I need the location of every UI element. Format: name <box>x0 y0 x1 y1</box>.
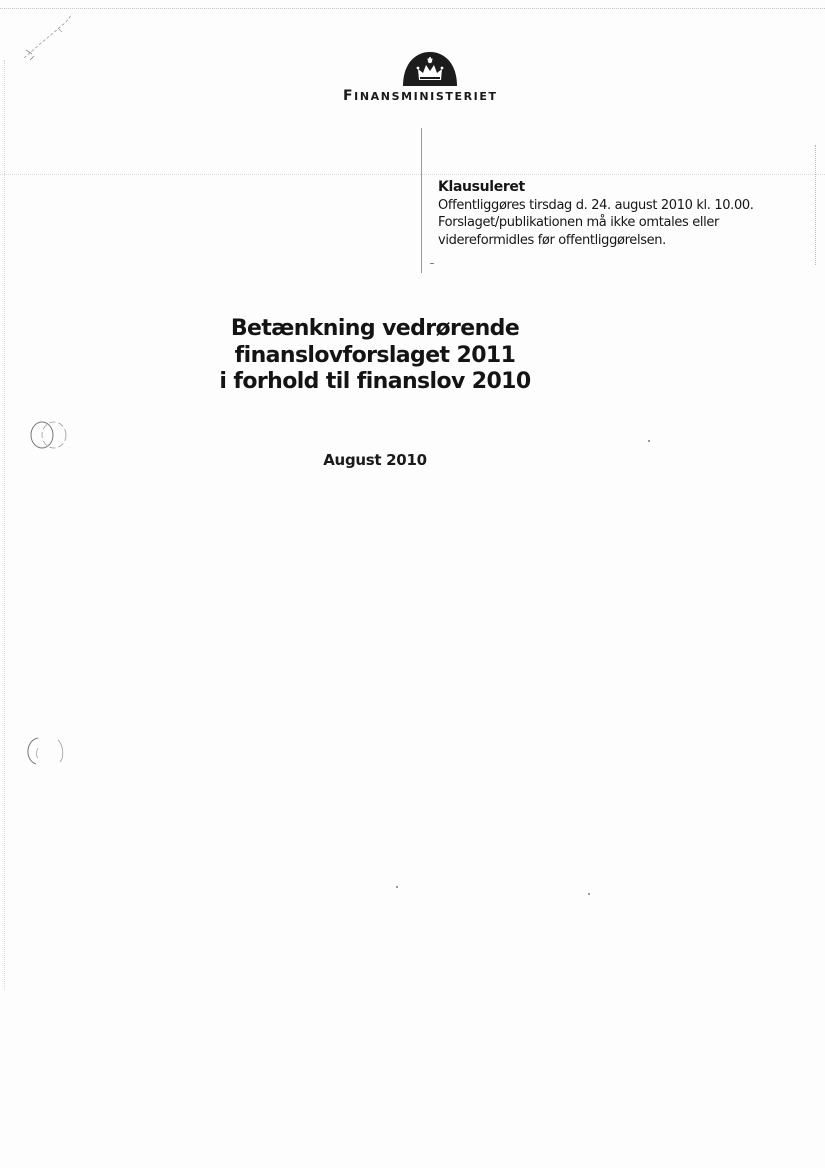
embargo-line: Forslaget/publikationen må ikke omtales eller <box>438 215 720 230</box>
document-title-line: finanslovforslaget 2011 <box>234 342 516 368</box>
punch-hole-icon <box>22 734 66 768</box>
scan-speck <box>648 440 650 442</box>
embargo-notice <box>438 179 808 249</box>
embargo-title: Klausuleret <box>438 179 525 195</box>
embargo-divider <box>421 128 422 273</box>
embargo-line: videreformidles før offentliggørelsen. <box>438 232 666 248</box>
document-title-line: i forhold til finanslov 2010 <box>219 369 531 394</box>
scan-edge-right <box>815 145 816 265</box>
pencil-scribble-icon <box>18 10 78 65</box>
scan-edge-top <box>0 8 825 9</box>
document-title-line: Betænkning vedrørende <box>230 316 520 341</box>
document-title <box>215 316 535 396</box>
scan-speck <box>430 263 434 264</box>
punch-hole-icon <box>28 418 72 452</box>
fold-line <box>0 174 825 175</box>
embargo-line: Offentliggøres tirsdag d. 24. august 2010 kl. 10.00. <box>438 197 754 213</box>
document-date: August 2010 <box>323 451 427 469</box>
scan-edge-left <box>4 60 5 990</box>
ministry-wordmark <box>343 88 523 104</box>
crown-icon <box>401 50 459 86</box>
wordmark-initial: F <box>343 88 355 104</box>
scan-speck <box>588 893 590 895</box>
scan-speck <box>396 886 398 888</box>
wordmark-rest: INANSMINISTERIET <box>354 90 498 103</box>
